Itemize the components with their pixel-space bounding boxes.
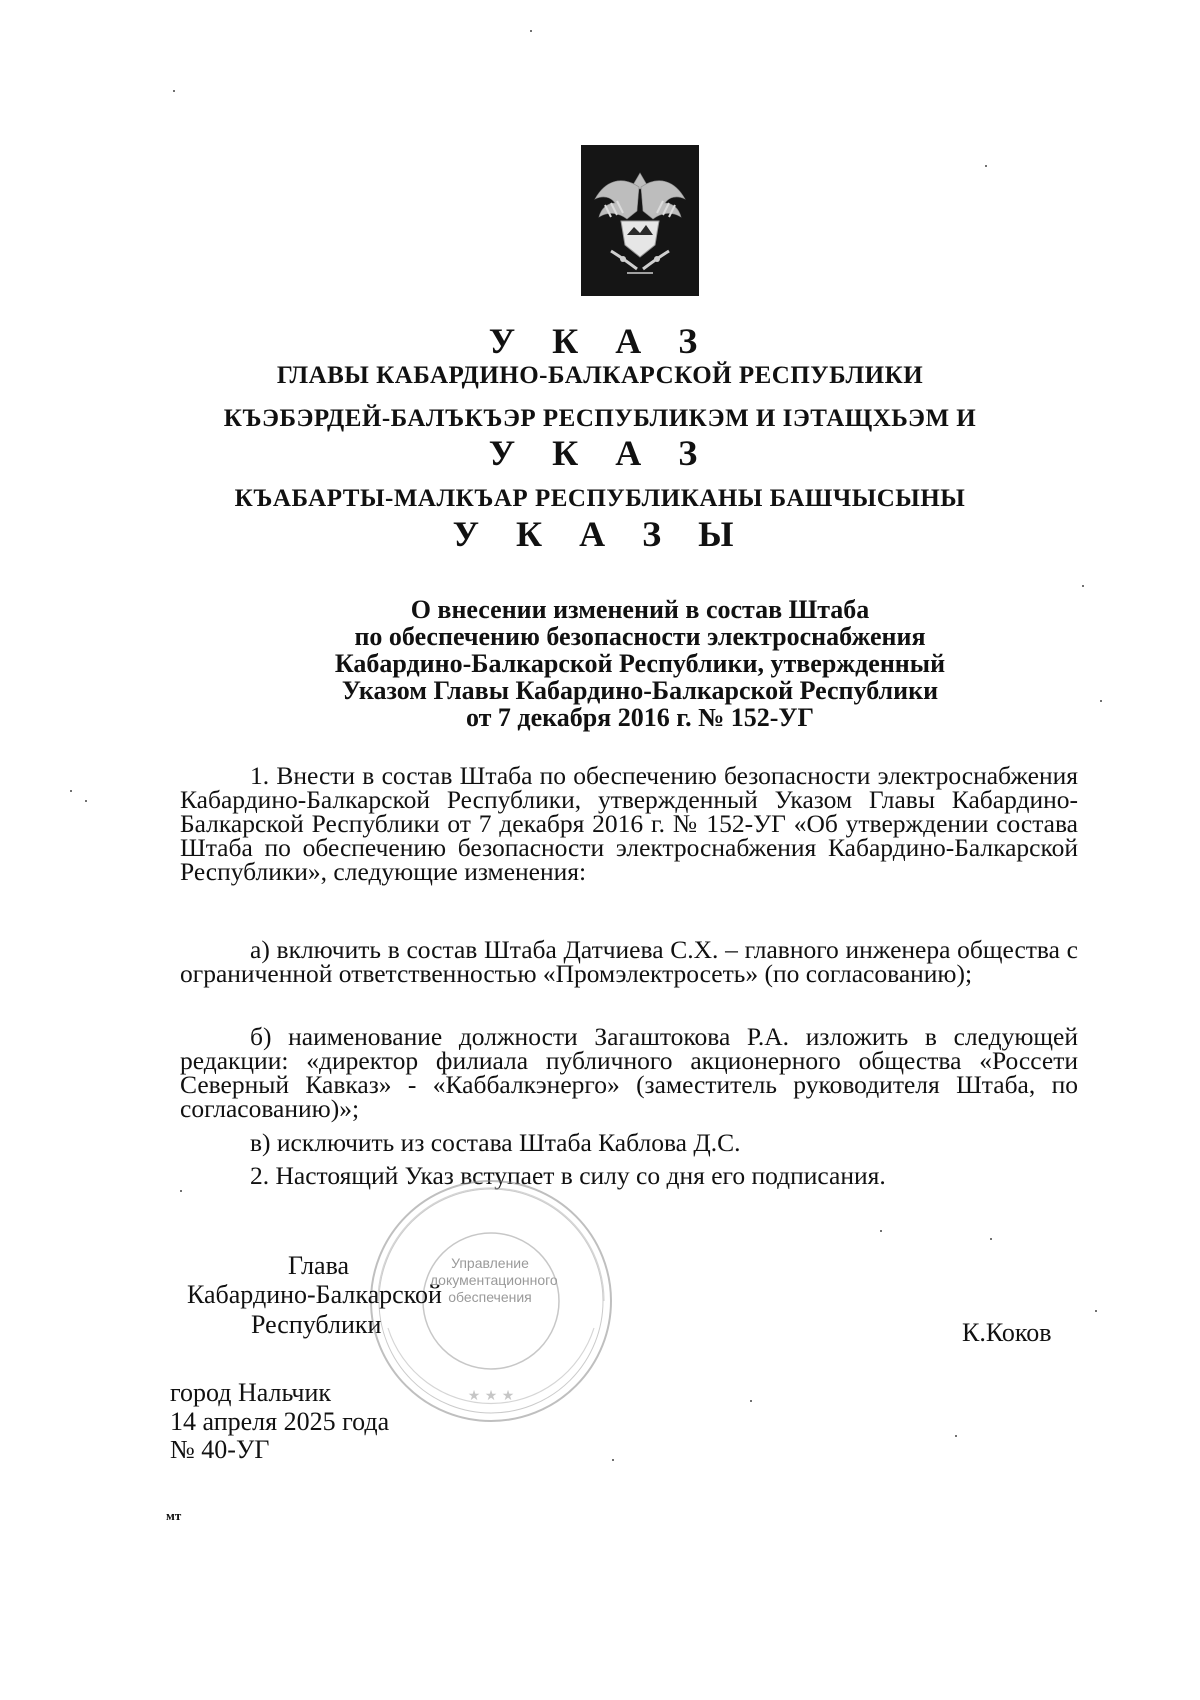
title-line: Кабардино-Балкарской Республики, утвержденный: [334, 649, 946, 678]
header-line-2: КЪЭБЭРДЕЙ-БАЛЪКЪЭР РЕСПУБЛИКЭМ И ІЭТАЩХЬЭМ И: [223, 405, 977, 432]
scan-speck: [1100, 700, 1102, 702]
scan-speck: [70, 790, 72, 792]
scan-speck: [612, 1459, 614, 1461]
ukaz-heading-2: У К А З: [488, 433, 712, 473]
title-line: О внесении изменений в состав Штаба: [410, 595, 870, 624]
scan-speck: [985, 165, 987, 167]
scan-speck: [180, 1190, 182, 1192]
header-line-3: КЪАБАРТЫ-МАЛКЪАР РЕСПУБЛИКАНЫ БАШЧЫСЫНЫ: [234, 485, 966, 512]
scan-speck: [530, 30, 532, 32]
stamp-center-text: Управление документационного обеспечения: [430, 1255, 558, 1305]
header-line-1: ГЛАВЫ КАБАРДИНО-БАЛКАРСКОЙ РЕСПУБЛИКИ: [276, 362, 924, 389]
scan-speck: [990, 1238, 992, 1240]
coat-of-arms-icon: [581, 145, 699, 296]
item-b: б) наименование должности Загаштокова Р.А. изложить в следующей редакции: «директор филиала публичного акционерного общества «Россети Северный Кавказ» - «Каббалкэнерго» (заместитель руководителя Штаба, по согласованию)»;: [180, 1022, 1078, 1123]
signatory-name: К.Коков: [962, 1318, 1052, 1347]
scan-speck: [85, 800, 87, 802]
paragraph-1: 1. Внести в состав Штаба по обеспечению безопасности электроснабжения Кабардино-Балкарской Республики, утвержденный Указом Главы Кабардино-Балкарской Республики от 7 декабря 2016 г. № 152-УГ «Об утверждении состава Штаба по обеспечению безопасности электроснабжения Кабардино-Балкарской Республики», следующие изменения:: [180, 761, 1078, 886]
scan-speck: [750, 1400, 752, 1402]
ukaz-heading-1: У К А З: [488, 321, 712, 361]
issue-date: 14 апреля 2025 года: [170, 1407, 390, 1436]
issue-city: город Нальчик: [170, 1378, 332, 1407]
svg-text:★ ★ ★: ★ ★ ★: [467, 1388, 515, 1404]
title-line: Указом Главы Кабардино-Балкарской Республики: [341, 676, 939, 705]
scan-speck: [173, 90, 175, 92]
signatory-position-3: Республики: [251, 1310, 382, 1339]
paragraph-2: 2. Настоящий Указ вступает в силу со дня его подписания.: [250, 1161, 886, 1190]
item-v: в) исключить из состава Штаба Каблова Д.С.: [250, 1128, 741, 1157]
item-a: а) включить в состав Штаба Датчиева С.Х. – главного инженера общества с ограниченной ответственностью «Промэлектросеть» (по согласованию);: [180, 935, 1078, 988]
scan-speck: [955, 1435, 957, 1437]
title-line: по обеспечению безопасности электроснабжения: [354, 622, 926, 651]
scan-speck: [1095, 1310, 1097, 1312]
decree-number: № 40-УГ: [170, 1435, 270, 1464]
signatory-position-1: Глава: [288, 1251, 350, 1280]
typist-initials: мт: [166, 1508, 182, 1523]
decree-title: [0, 596, 1200, 731]
signatory-position-2: Кабардино-Балкарской: [187, 1280, 442, 1309]
ukaz-heading-3: У К А З Ы: [452, 514, 748, 554]
title-line: от 7 декабря 2016 г. № 152-УГ: [465, 703, 815, 732]
scan-speck: [1082, 585, 1084, 587]
scan-speck: [880, 1230, 882, 1232]
